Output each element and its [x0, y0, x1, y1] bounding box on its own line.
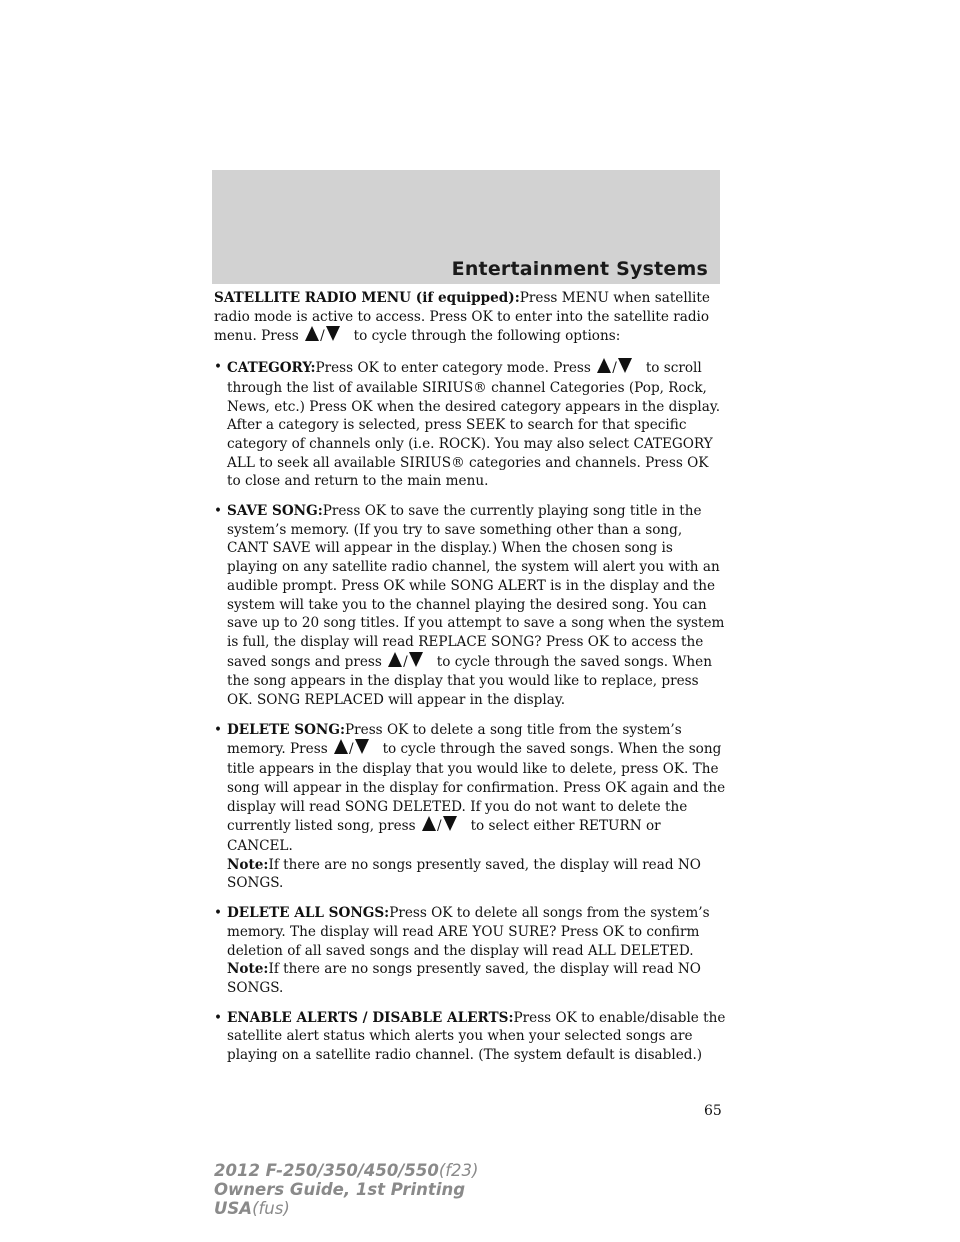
arrow-separator: /	[320, 328, 325, 345]
arrow-separator: /	[436, 818, 442, 835]
arrow-up-icon	[305, 326, 319, 341]
arrow-down-icon	[409, 652, 423, 667]
bullet: •	[214, 721, 223, 738]
list-item-save-song	[214, 502, 726, 710]
up-down-arrows	[388, 652, 423, 673]
note-label: Note:	[227, 856, 269, 873]
up-down-arrows	[597, 358, 632, 379]
arrow-up-icon	[334, 739, 348, 754]
item-label: ENABLE ALERTS / DISABLE ALERTS:	[227, 1009, 514, 1026]
footer-line-3: USA(fus)	[214, 1199, 290, 1218]
arrow-separator: /	[403, 653, 408, 670]
arrow-up-icon	[422, 816, 436, 831]
section-header-band	[212, 170, 720, 284]
footer-line-1: 2012 F-250/350/450/550(f23)	[214, 1161, 479, 1180]
arrow-separator: /	[349, 741, 354, 758]
arrow-down-icon	[326, 326, 340, 341]
arrow-up-icon	[388, 652, 402, 667]
intro-paragraph	[214, 289, 726, 347]
item-text-1: Press OK to delete all songs from the system’s memory. The display will read ARE YOU SURE? Press OK to confirm deletion of all saved songs and the display will read ALL DELETED.	[227, 905, 710, 959]
item-text-2: to cycle through the saved songs. When the song appears in the display that you would like to replace, press OK. SONG REPLACED will appear in the display.	[227, 653, 712, 709]
note-label: Note:	[227, 961, 269, 978]
arrow-up-icon	[597, 358, 611, 373]
item-label: SAVE SONG:	[227, 503, 323, 520]
note	[227, 856, 726, 893]
page-number: 65	[704, 1103, 722, 1119]
item-text-1: Press OK to enter category mode. Press	[315, 360, 591, 377]
item-text-2: to scroll through the list of available SIRIUS® channel Categories (Pop, Rock, News, etc.) Press OK when the desired category appears in the display. After a category is selected, press SEEK to search for that specific category of channels only (i.e. ROCK). You may also select CATEGORY ALL to seek all available SIRIUS® categories and channels. Press OK to close and return to the main menu.	[227, 360, 721, 490]
up-down-arrows	[334, 739, 369, 760]
document-footer	[214, 1161, 479, 1218]
section-title: Entertainment Systems	[451, 258, 708, 280]
item-text-2: to cycle through the saved songs. When the song title appears in the display that you would like to delete, press OK. The song will appear in the display for confirmation. Press OK again and the display will read SONG DELETED. If you do not want to delete the currently listed song, press	[227, 741, 726, 835]
list-item-category	[214, 358, 726, 491]
note	[227, 960, 726, 997]
list-item-delete-song	[214, 721, 726, 893]
list-item-delete-all-songs	[214, 904, 726, 998]
bullet: •	[214, 1009, 223, 1026]
note-text: If there are no songs presently saved, the display will read NO SONGS.	[227, 856, 701, 892]
list-item-alerts	[214, 1009, 726, 1065]
arrow-down-icon	[618, 358, 632, 373]
bullet: •	[214, 503, 223, 520]
intro-heading: SATELLITE RADIO MENU (if equipped):	[214, 290, 520, 306]
intro-text-2: to cycle through the following options:	[353, 328, 621, 345]
up-down-arrows	[422, 816, 457, 837]
item-text-1: Press OK to save the currently playing song title in the system’s memory. (If you try to save something other than a song, CANT SAVE will appear in the display.) When the chosen song is playing on any satellite radio channel, the system will alert you with an audible prompt. Press OK while SONG ALERT is in the display and the system will take you to the channel playing the desired song. You can save up to 20 song titles. If you attempt to save a song when the system is full, the display will read REPLACE SONG? Press OK to access the saved songs and press	[227, 503, 725, 670]
item-text-1: Press OK to enable/disable the satellite alert status which alerts you when your selected songs are playing on a satellite radio channel. (The system default is disabled.)	[227, 1009, 726, 1064]
intro-text-1: Press MENU when satellite radio mode is active to access. Press OK to enter into the satellite radio menu. Press	[214, 290, 710, 345]
item-label: DELETE ALL SONGS:	[227, 905, 390, 922]
up-down-arrows	[305, 326, 340, 347]
item-label: DELETE SONG:	[227, 721, 345, 738]
arrow-down-icon	[443, 816, 457, 831]
item-text-1: Press OK to delete a song title from the system’s memory. Press	[227, 721, 682, 758]
arrow-down-icon	[355, 739, 369, 754]
note-text: If there are no songs presently saved, the display will read NO SONGS.	[227, 961, 701, 996]
item-label: CATEGORY:	[227, 360, 316, 377]
item-text-3: to select either RETURN or CANCEL.	[227, 818, 661, 854]
page-content	[214, 289, 726, 1065]
arrow-separator: /	[612, 360, 617, 377]
bullet: •	[214, 359, 223, 376]
bullet: •	[214, 905, 223, 922]
footer-line-2: Owners Guide, 1st Printing	[214, 1180, 466, 1199]
